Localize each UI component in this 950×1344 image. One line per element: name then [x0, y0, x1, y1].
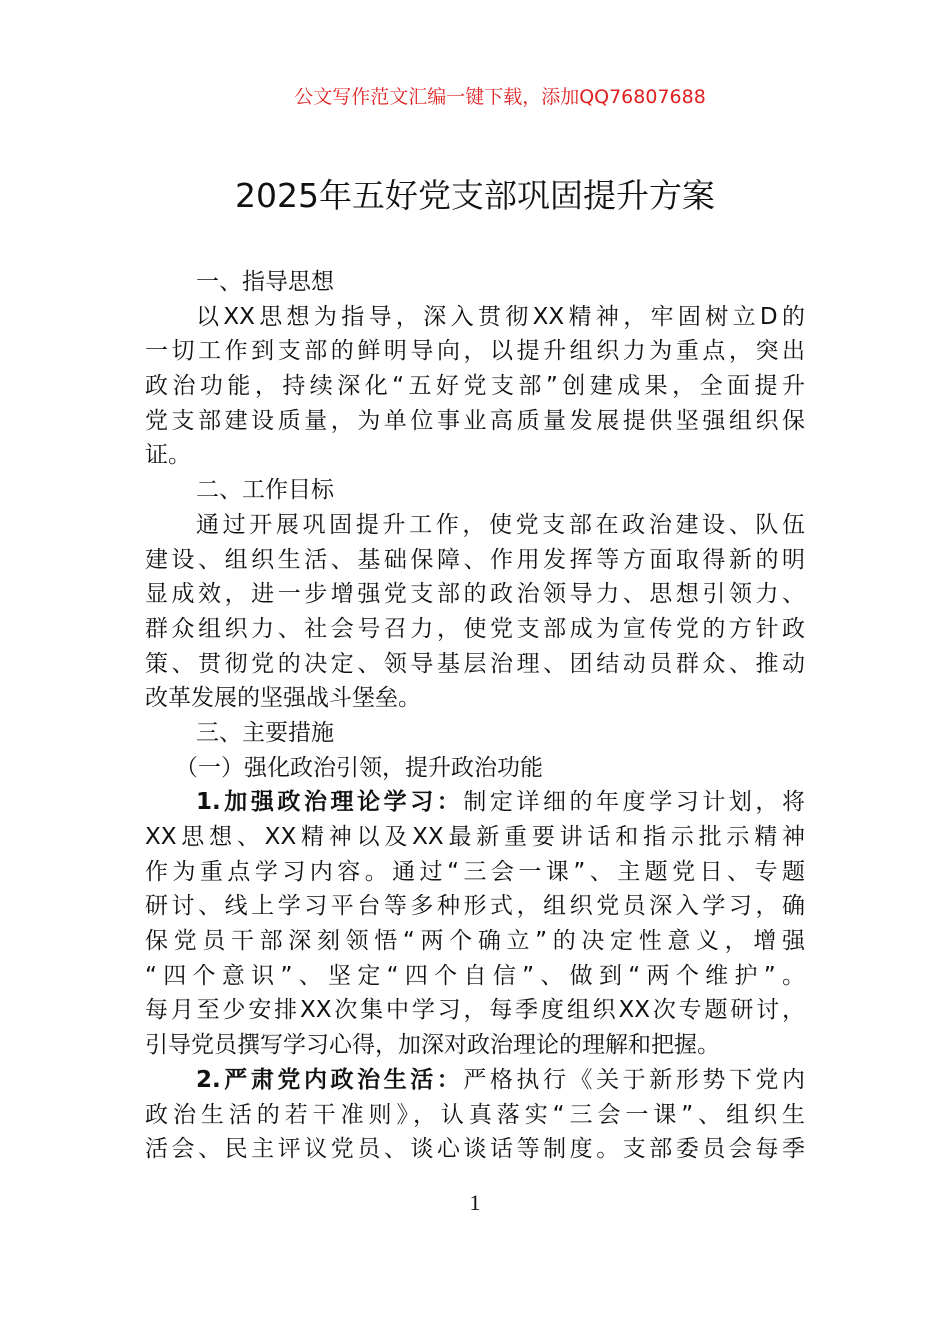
- text-line: [145, 1063, 805, 1098]
- line-text: 一、指导思想: [196, 269, 334, 295]
- line-text: 建设、组织生活、基础保障、作用发挥等方面取得新的明: [145, 546, 805, 573]
- text-line: [145, 820, 805, 855]
- line-text: 每月至少安排XX次集中学习，每季度组织XX次专题研讨，: [145, 997, 805, 1024]
- line-text: 党支部建设质量，为单位事业高质量发展提供坚强组织保: [145, 407, 805, 434]
- bold-lead-in: 2.严肃党内政治生活：: [196, 1066, 464, 1093]
- text-line: [145, 1028, 805, 1063]
- text-line: [145, 785, 805, 820]
- line-text: 以XX思想为指导，深入贯彻XX精神，牢固树立D的: [196, 303, 805, 330]
- line-text: 研讨、线上学习平台等多种形式，组织党员深入学习，确: [145, 893, 805, 920]
- line-text: 群众组织力、社会号召力，使党支部成为宣传党的方针政: [145, 615, 805, 642]
- text-line: [145, 438, 805, 473]
- line-text: 政治生活的若干准则》，认真落实“三会一课”、组织生: [145, 1101, 805, 1128]
- text-line: [145, 577, 805, 612]
- text-line: [145, 543, 805, 578]
- line-text: 严格执行《关于新形势下党内: [463, 1066, 805, 1093]
- watermark-banner: 公文写作范文汇编一键下载，添加QQ76807688: [294, 86, 706, 108]
- text-line: [145, 681, 805, 716]
- bold-lead-in: 1.加强政治理论学习：: [196, 789, 464, 816]
- text-line: [145, 508, 805, 543]
- line-text: 政治功能，持续深化“五好党支部”创建成果，全面提升: [145, 373, 805, 400]
- document-title: 2025年五好党支部巩固提升方案: [235, 176, 715, 215]
- text-line: [145, 993, 805, 1028]
- page-number: 1: [469, 1190, 481, 1215]
- document-body: [145, 265, 805, 1167]
- text-line: [145, 1132, 805, 1167]
- text-line: [145, 265, 805, 300]
- line-text: 改革发展的坚强战斗堡垒。: [145, 685, 421, 712]
- line-text: 制定详细的年度学习计划，将: [463, 789, 805, 816]
- line-text: 显成效，进一步增强党支部的政治领导力、思想引领力、: [145, 581, 805, 608]
- text-line: [145, 751, 805, 786]
- text-line: [145, 716, 805, 751]
- line-text: 证。: [145, 442, 191, 469]
- line-text: （一）强化政治引领，提升政治功能: [175, 754, 543, 781]
- text-line: [145, 473, 805, 508]
- line-text: 二、工作目标: [196, 477, 334, 504]
- text-line: [145, 612, 805, 647]
- text-line: [145, 959, 805, 994]
- text-line: [145, 334, 805, 369]
- line-text: 三、主要措施: [196, 719, 334, 746]
- line-text: 策、贯彻党的决定、领导基层治理、团结动员群众、推动: [145, 650, 805, 677]
- line-text: XX思想、XX精神以及XX最新重要讲话和指示批示精神: [145, 824, 805, 850]
- text-line: [145, 369, 805, 404]
- text-line: [145, 889, 805, 924]
- line-text: 作为重点学习内容。通过“三会一课”、主题党日、专题: [145, 858, 805, 885]
- text-line: [145, 855, 805, 890]
- text-line: [145, 647, 805, 682]
- text-line: [145, 924, 805, 959]
- text-line: [145, 404, 805, 439]
- line-text: 活会、民主评议党员、谈心谈话等制度。支部委员会每季: [145, 1136, 805, 1163]
- line-text: 一切工作到支部的鲜明导向，以提升组织力为重点，突出: [145, 338, 805, 365]
- text-line: [145, 300, 805, 335]
- line-text: 引导党员撰写学习心得，加深对政治理论的理解和把握。: [145, 1032, 720, 1059]
- line-text: “四个意识”、坚定“四个自信”、做到“两个维护”。: [145, 962, 805, 989]
- line-text: 通过开展巩固提升工作，使党支部在政治建设、队伍: [196, 511, 805, 538]
- line-text: 保党员干部深刻领悟“两个确立”的决定性意义，增强: [145, 928, 805, 955]
- text-line: [145, 1098, 805, 1133]
